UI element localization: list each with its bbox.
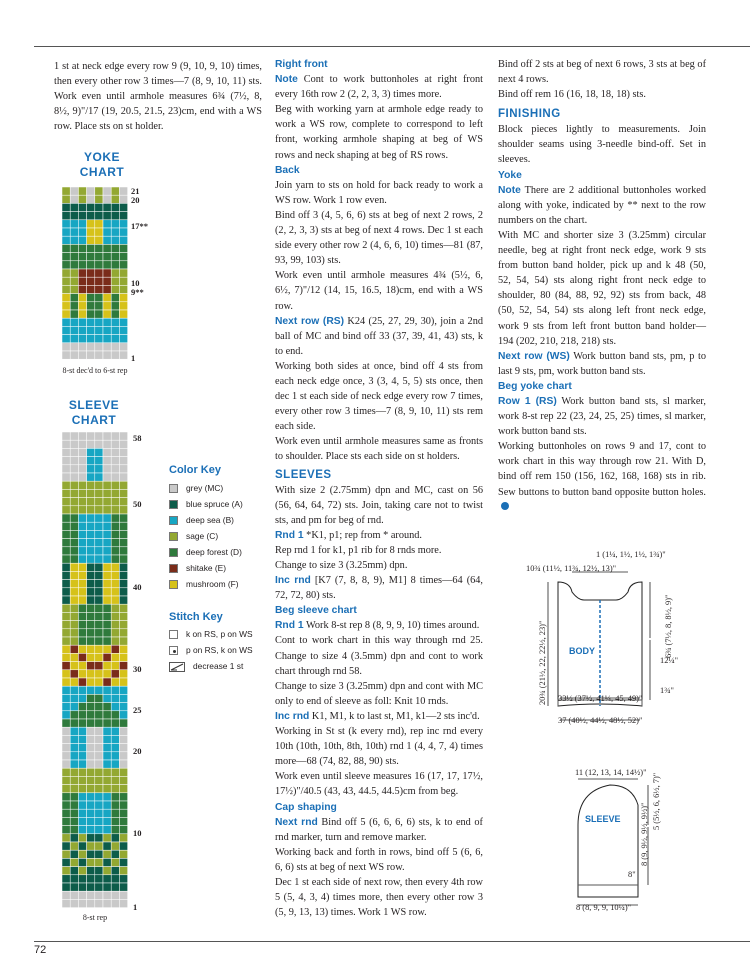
blue-spruce-swatch-icon (169, 500, 178, 509)
sleeve-row-1: 1 (133, 902, 138, 912)
key-deep-forest (169, 546, 242, 558)
page-number: 72 (34, 944, 47, 956)
sleeve-row-20: 20 (133, 746, 142, 756)
byc-p2 (498, 439, 706, 514)
byc-p2-text: Working buttonholes on rows 9 and 17, cont to work chart in this way through row 21. With D, bind off rem 150 (156, 162, 168, 168) sts in rib. Sew buttons to button band opposite button holes. (498, 441, 706, 498)
left-intro: 1 st at neck edge every row 9 (9, 10, 9, 10) times, then every other row 3 times—7 (8, 9, 10, 11) sts. Work even until armhole measures 6¾ (7½, 8, 8½, 9)"/17 (19, 20.5, 21.5, 23)cm, end with a WS row. Place sts on st holder. (54, 61, 262, 133)
key-grey (169, 482, 223, 494)
yoke-heading: Yoke (498, 169, 522, 181)
yoke-title-line2: CHART (79, 165, 125, 179)
yoke-row-17: 17** (131, 221, 148, 231)
yoke-row-21: 21 (131, 186, 140, 196)
end-bullet-icon (501, 502, 509, 510)
finishing-heading: FINISHING (498, 108, 561, 121)
sleeves-heading: SLEEVES (275, 468, 332, 481)
bs-p1 (275, 618, 483, 633)
rf-lead: Note (275, 74, 298, 86)
sleeve-chart-grid (62, 432, 128, 910)
bs-p4-text: K1, M1, k to last st, M1, k1—2 sts inc'd. (309, 710, 480, 722)
yoke-row-20: 20 (131, 195, 140, 205)
stitch-knit (169, 628, 253, 640)
right-front-heading: Right front (275, 59, 328, 70)
key-sage-label: sage (C) (186, 531, 219, 541)
key-mushroom-label: mushroom (F) (186, 579, 239, 589)
yoke-p3-text: Work button band sts, pm, p to last 9 sts, pm, work button band sts. (498, 350, 706, 377)
yoke-rep-label: 8-st dec'd to 6-st rep (62, 366, 128, 375)
bs-p4 (275, 709, 483, 724)
sleeve-rep-label: 8-st rep (82, 913, 108, 922)
sl-p3: Rep rnd 1 for k1, p1 rib for 8 rnds more. (275, 544, 442, 556)
sl-p2 (275, 528, 483, 543)
cap-heading: Cap shaping (275, 801, 337, 813)
cap-p1 (275, 815, 483, 845)
sl-p5 (275, 573, 483, 603)
sleeve-chart-title (54, 398, 134, 428)
back-p3: Work even until armhole measures 4¾ (5½, 6, 6½, 7)"/12 (14, 15, 16.5, 18)cm, end with a WS row. (275, 270, 483, 312)
cap-p2: Working back and forth in rows, bind off 5 (6, 6, 6, 6) sts at beg of next WS row. (275, 846, 483, 873)
right-column (498, 57, 706, 515)
sleeve-row-40: 40 (133, 582, 142, 592)
key-grey-label: grey (MC) (186, 483, 224, 493)
stitch-knit-label: k on RS, p on WS (186, 629, 253, 639)
back-p6: Work even until armhole measures same as fronts to shoulder. Place sts each side on st holders. (275, 436, 483, 463)
key-deep-sea (169, 514, 234, 526)
key-shitake-label: shitake (E) (186, 563, 227, 573)
shitake-swatch-icon (169, 564, 178, 573)
bottom-rule (34, 941, 750, 942)
body-side-dim: 12¼" (660, 656, 679, 665)
yoke-lead2: Next row (WS) (498, 350, 570, 362)
sl-p1: With size 2 (2.75mm) dpn and MC, cast on 56 (56, 64, 64, 72) sts. Join, taking care not to twist sts, and pm for beg of rnd. (275, 484, 483, 526)
color-key-title: Color Key (169, 464, 221, 476)
left-column (54, 59, 262, 134)
yoke-lead: Note (498, 184, 521, 196)
byc-lead: Row 1 (RS) (498, 395, 557, 407)
cap-p3: Dec 1 st each side of next row, then every 4th row 5 (5, 4, 3, 4) times more, then every other row 3 (5, 9, 13, 13) times. Work 1 WS row. (275, 876, 483, 919)
yoke-row-1: 1 (131, 353, 136, 363)
back-p5: Working both sides at once, bind off 4 sts from each neck edge once, 3 (3, 4, 5, 5) sts once, then dec 1 st each side of neck edge every row 7 times, every other row 3 times—7 (8, 9, 10, 11) sts rem each side. (275, 360, 483, 433)
byc-p1-text: Work button band sts, sl marker, work 8-st rep 22 (23, 24, 25, 25) times, sl marker, work button band sts. (498, 395, 706, 438)
key-deep-sea-label: deep sea (B) (186, 515, 234, 525)
yoke-p2: With MC and shorter size 3 (3.25mm) circular needle, beg at right front neck edge, work 9 sts from button band holder, pick up and k 48 (50, 52, 54, 54) sts along right front neck edge to shoulder, 80 (84, 88, 92, 92) sts from back, 48 (50, 52, 54, 54) sts along left front neck edge, work 9 sts from left front button band holder—194 (202, 210, 218, 218) sts. (498, 229, 706, 347)
body-armhole-dim: 6¾ (7½, 8, 8½, 9)" (664, 594, 673, 658)
stitch-purl (169, 644, 253, 656)
sleeve-row-30: 30 (133, 664, 142, 674)
sleeve-label: SLEEVE (585, 814, 621, 824)
sleeve-cuff-dim: 8" (628, 870, 636, 879)
bs-p2: Cont to work chart in this way through rnd 25. Change to size 4 (3.5mm) dpn and cont to work chart through rnd 58. (275, 635, 483, 677)
grey-swatch-icon (169, 484, 178, 493)
cap-p1-text: Bind off 5 (6, 6, 6, 6) sts, k to end of rnd marker, turn and remove marker. (275, 816, 483, 843)
stitch-decrease (169, 660, 243, 672)
sl-lead2: Inc rnd (275, 575, 311, 587)
yoke-title-line1: YOKE (83, 150, 120, 164)
key-blue-spruce (169, 498, 243, 510)
key-deep-forest-label: deep forest (D) (186, 547, 242, 557)
back-lead: Next row (RS) (275, 315, 345, 327)
bs-lead2: Inc rnd (275, 710, 310, 722)
middle-column (275, 57, 483, 920)
sl-lead1: Rnd 1 (275, 529, 304, 541)
right-p2: Bind off rem 16 (16, 18, 18, 18) sts. (498, 89, 646, 101)
back-p4-text: K24 (25, 27, 29, 30), join a 2nd ball of MC and bind off 33 (37, 39, 41, 43) sts, k to end. (275, 315, 484, 357)
sage-swatch-icon (169, 532, 178, 541)
body-top-dim: 1 (1¼, 1½, 1½, 1¾)" (596, 550, 666, 559)
sleeve-row-25: 25 (133, 705, 142, 715)
bs-p5: Working in St st (k every rnd), rep inc rnd every 10th (10th, 10th, 8th, 10th) rnd 1 (4, 4, 7, 4) times more—68 (74, 82, 88, 90) sts. (275, 726, 483, 768)
body-width-dim: 33½ (37½, 41¼, 45, 49)" (558, 694, 643, 703)
rf-p2: Beg with working yarn at armhole edge ready to work a WS row, complete to correspond to left front, working armhole shaping at beg of WS rows and neck shaping at beg of RS rows. (275, 104, 483, 161)
body-rib-dim: 1¾" (660, 686, 674, 695)
yoke-row-9: 9** (131, 287, 144, 297)
yoke-row-10: 10 (131, 278, 140, 288)
deep-sea-swatch-icon (169, 516, 178, 525)
back-p2: Bind off 3 (4, 5, 6, 6) sts at beg of next 2 rows, 2 (2, 2, 3, 3) sts at beg of next 4 rows. Dec 1 st each side every other row 2 (4, 6, 6, 10) times—81 (87, 93, 99, 103) sts. (275, 209, 483, 267)
sleeve-row-58: 58 (133, 433, 142, 443)
sl-p4: Change to size 3 (3.25mm) dpn. (275, 560, 408, 571)
rf-p1-text: Cont to work buttonholes at right front every 16th row 2 (2, 2, 3, 3) times more. (275, 74, 483, 101)
yoke-chart-title (54, 150, 150, 180)
key-mushroom (169, 578, 239, 590)
deep-forest-swatch-icon (169, 548, 178, 557)
body-length-dim: 20¾ (21½, 22, 22½, 23)" (538, 620, 547, 705)
top-rule (34, 46, 750, 47)
body-neck-dim: 10¾ (11½, 11¾, 12½, 13)" (526, 564, 617, 573)
bs-p1-text: Work 8-st rep 8 (8, 9, 9, 10) times around. (303, 620, 480, 632)
key-sage (169, 530, 218, 542)
sl-p2-text: *K1, p1; rep from * around. (303, 529, 422, 541)
beg-sleeve-heading: Beg sleeve chart (275, 605, 357, 617)
finishing-p1: Block pieces lightly to measurements. Join shoulder seams using 3-needle bind-off. Set in sleeves. (498, 124, 706, 166)
yoke-p1 (498, 183, 706, 228)
key-shitake (169, 562, 226, 574)
body-hem-dim: 37 (40½, 44½, 48½, 52)" (558, 716, 643, 725)
decrease-icon (169, 662, 185, 672)
beg-yoke-chart-heading: Beg yoke chart (498, 380, 572, 392)
cap-lead: Next rnd (275, 816, 318, 828)
right-p1: Bind off 2 sts at beg of next 6 rows, 3 sts at beg of next 4 rows. (498, 59, 706, 86)
sl-p5-text: [K7 (7, 8, 8, 9), M1] 8 times—64 (64, 72, 72, 80) sts. (275, 575, 484, 602)
rf-p1 (275, 72, 483, 102)
stitch-key-title: Stitch Key (169, 611, 223, 623)
bs-p6: Work even until sleeve measures 16 (17, 17, 17½, 17½)"/40.5 (43, 43, 44.5, 44.5)cm from beg. (275, 771, 483, 798)
sleeve-title-line1: SLEEVE (68, 398, 120, 412)
back-p1: Join yarn to sts on hold for back ready to work a WS row. Work 1 row even. (275, 179, 483, 206)
dot-square-icon (169, 646, 178, 655)
mushroom-swatch-icon (169, 580, 178, 589)
yoke-p1-text: There are 2 additional buttonholes worked along with yoke, indicated by ** next to the row numbers on the chart. (498, 184, 706, 226)
empty-square-icon (169, 630, 178, 639)
stitch-purl-label: p on RS, k on WS (186, 645, 253, 655)
body-label: BODY (569, 646, 596, 656)
sleeve-cap-dim: 5 (5½, 6, 6½, 7)" (652, 772, 661, 830)
yoke-chart-grid (62, 187, 128, 363)
back-p4 (275, 314, 483, 359)
sleeve-bottom-dim: 8 (8, 9, 9, 10¼)" (576, 903, 632, 912)
sleeve-title-line2: CHART (71, 413, 117, 427)
back-heading: Back (275, 164, 300, 176)
sleeve-row-10: 10 (133, 828, 142, 838)
bs-lead: Rnd 1 (275, 620, 304, 632)
yoke-p3 (498, 349, 706, 379)
key-blue-spruce-label: blue spruce (A) (186, 499, 243, 509)
sleeve-row-50: 50 (133, 499, 142, 509)
byc-p1 (498, 394, 706, 439)
stitch-decrease-label: decrease 1 st (193, 661, 244, 671)
sleeve-length-dim: 8 (9, 9½, 9½, 9½)" (640, 802, 649, 866)
sleeve-top-dim: 11 (12, 13, 14, 14½)" (575, 768, 647, 777)
bs-p3: Change to size 3 (3.25mm) dpn and cont with MC only to end of sleeve as foll: Knit 10 rnds. (275, 680, 483, 707)
